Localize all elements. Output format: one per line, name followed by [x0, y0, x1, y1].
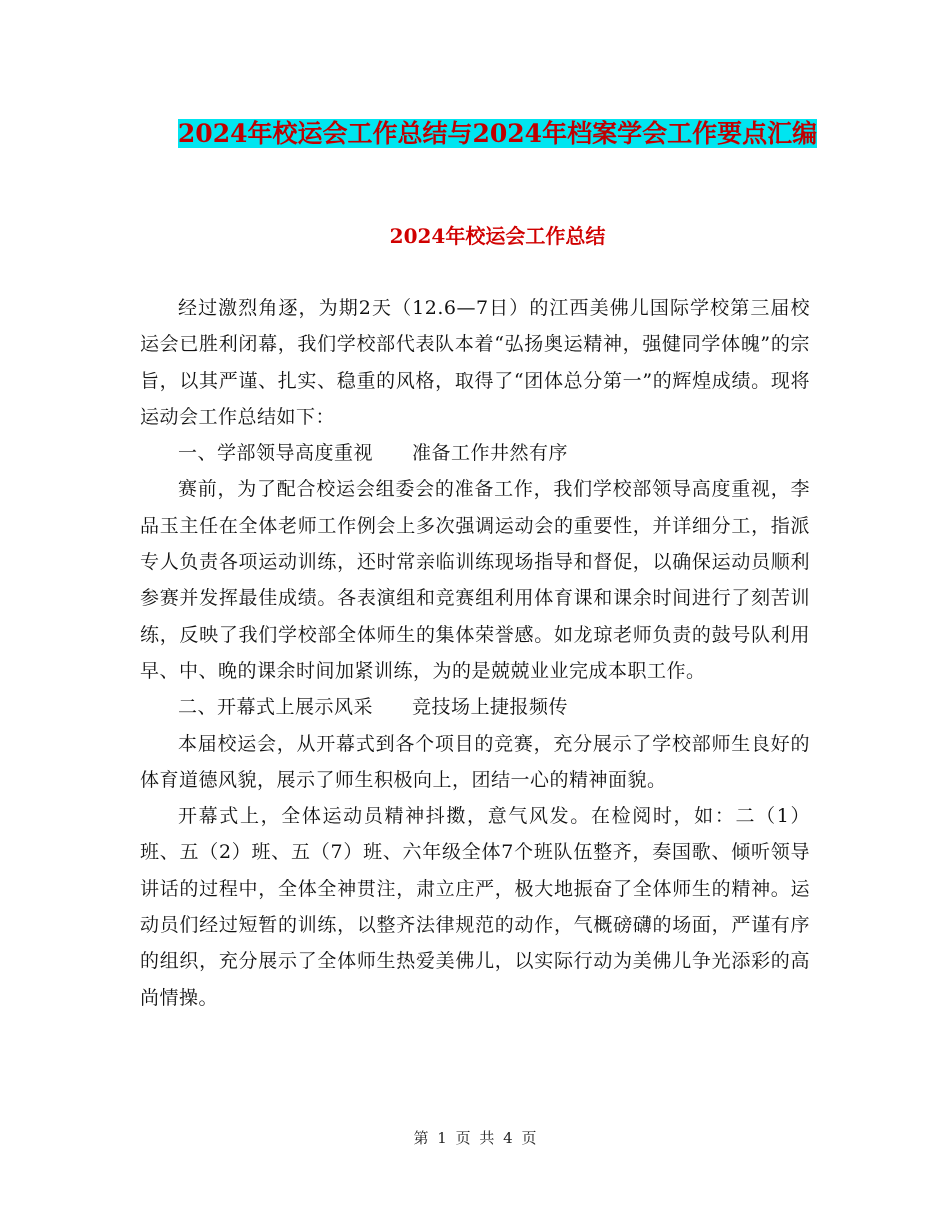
document-body [140, 290, 810, 1016]
paragraph-opening-summary: 本届校运会，从开幕式到各个项目的竞赛，充分展示了学校部师生良好的体育道德风貌，展示了师生积极向上，团结一心的精神面貌。 [140, 732, 810, 791]
heading-one: 一、学部领导高度重视 准备工作井然有序 [178, 442, 569, 465]
paragraph-intro: 经过激烈角逐，为期2天（12.6—7日）的江西美佛儿国际学校第三届校运会已胜利闭幕，我们学校部代表队本着“弘扬奥运精神，强健同学体魄”的宗旨，以其严谨、扎实、稳重的风格，取得了“团体总分第一”的辉煌成绩。现将运动会工作总结如下： [140, 297, 810, 428]
document-title-text: 2024年校运会工作总结与2024年档案学会工作要点汇编 [177, 119, 818, 148]
page-footer: 第 1 页 共 4 页 [413, 1129, 537, 1147]
heading-two: 二、开幕式上展示风采 竞技场上捷报频传 [178, 696, 569, 719]
paragraph-preparation: 赛前，为了配合校运会组委会的准备工作，我们学校部领导高度重视，李品玉主任在全体老师工作例会上多次强调运动会的重要性，并详细分工，指派专人负责各项运动训练，还时常亲临训练现场指导和督促，以确保运动员顺利参赛并发挥最佳成绩。各表演组和竞赛组利用体育课和课余时间进行了刻苦训练，反映了我们学校部全体师生的集体荣誉感。如龙琼老师负责的鼓号队利用早、中、晚的课余时间加紧训练，为的是兢兢业业完成本职工作。 [140, 478, 810, 682]
section-title: 2024年校运会工作总结 [389, 224, 606, 248]
paragraph-opening-ceremony: 开幕式上，全体运动员精神抖擞，意气风发。在检阅时，如：二（1）班、五（2）班、五（7）班、六年级全体7个班队伍整齐，奏国歌、倾听领导讲话的过程中，全体全神贯注，肃立庄严，极大地振奋了全体师生的精神。运动员们经过短暂的训练，以整齐法律规范的动作，气概磅礴的场面，严谨有序的组织，充分展示了全体师生热爱美佛儿，以实际行动为美佛儿争光添彩的高尚情操。 [140, 805, 810, 1009]
document-title [140, 112, 855, 156]
